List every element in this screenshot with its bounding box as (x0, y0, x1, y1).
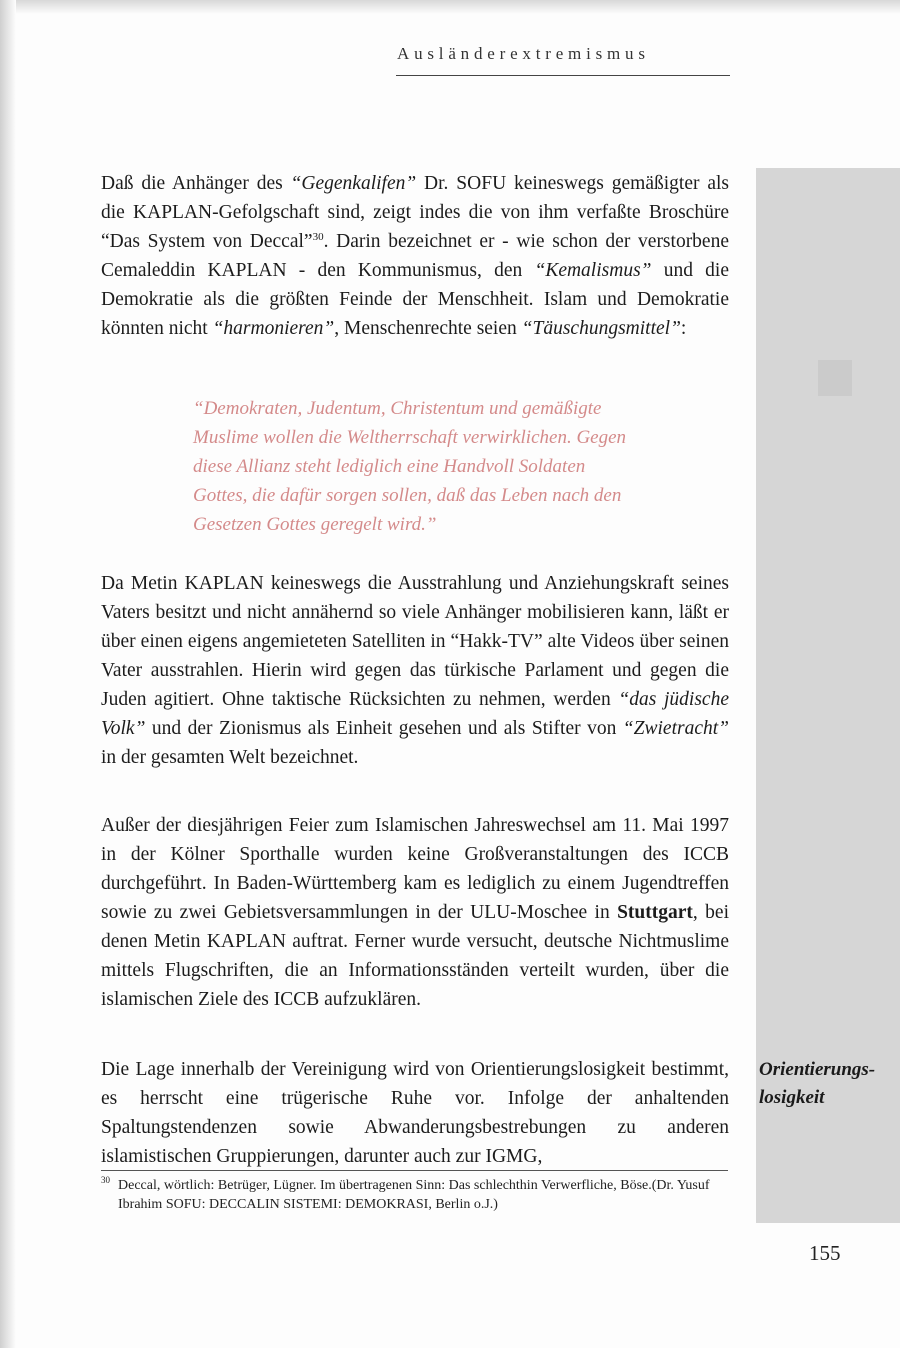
footnote-text: Deccal, wörtlich: Betrüger, Lügner. Im übertragenen Sinn: Das schlechthin Verwerfliche, Böse.(Dr. Yusuf Ibrahim SOFU: DECCALIN SISTEMI: DEMOKRASI, Berlin o.J.) (118, 1178, 710, 1212)
paragraph-2: Da Metin KAPLAN keineswegs die Ausstrahlung und Anziehungskraft seines Vaters besitzt und nicht annähernd so viele Anhänger mobilisieren kann, läßt er über einen eigens angemieteten Satelliten in “Hakk-TV” alte Videos über seinen Vater ausstrahlen. Hierin wird gegen das türkische Parlament und gegen die Juden agitiert. Ohne taktische Rücksichten zu nehmen, werden “das jüdische Volk” und der Zionismus als Einheit gesehen und als Stifter von “Zwietracht” in der gesamten Welt bezeichnet. (101, 573, 729, 768)
marginal-note-line-2: losigkeit (759, 1087, 825, 1108)
marginal-note-line-1: Orientierungs- (759, 1059, 876, 1080)
footnote: 30 Deccal, wörtlich: Betrüger, Lügner. Im übertragenen Sinn: Das schlechthin Verwerfliche, Böse.(Dr. Yusuf Ibrahim SOFU: DECCALIN SISTEMI: DEMOKRASI, Berlin o.J.) (101, 1176, 729, 1214)
footnote-rule (101, 1170, 728, 1171)
marginal-note (759, 1056, 875, 1112)
footnote-reference[interactable]: 30 (312, 231, 324, 243)
block-quote: “Demokraten, Judentum, Christentum und gemäßigte Muslime wollen die Weltherrschaft verwirklichen. Gegen diese Allianz steht lediglich eine Handvoll Soldaten Gottes, die dafür sorgen sollen, daß das Leben nach den Gesetzen Gottes geregelt wird.” (193, 398, 627, 535)
header-rule (396, 75, 730, 76)
running-header: Ausländerextremismus (397, 44, 650, 63)
page-number: 155 (809, 1241, 841, 1265)
scan-top-edge (0, 0, 900, 14)
paragraph-3: Außer der diesjährigen Feier zum Islamischen Jahreswechsel am 11. Mai 1997 in der Kölner Sporthalle wurden keine Großveranstaltungen des ICCB durchgeführt. In Baden-Württemberg kam es lediglich zu einem Jugendtreffen sowie zu zwei Gebietsversammlungen in der ULU-Moschee in Stuttgart, bei denen Metin KAPLAN auftrat. Ferner wurde versucht, deutsche Nichtmuslime mittels Flugschriften, die an Informationsständen verteilt wurden, über die islamischen Ziele des ICCB aufzuklären. (101, 815, 729, 1010)
scan-left-edge (0, 0, 16, 1348)
paragraph-1: Daß die Anhänger des “Gegenkalifen” Dr. SOFU keineswegs gemäßigter als die KAPLAN-Gefolgschaft sind, zeigt indes die von ihm verfaßte Broschüre “Das System von Deccal”$^{30}$. Darin bezeichnet er - wie schon der verstorbene Cemaleddin KAPLAN - den Kommunismus, den “Kemalismus” und die Demokratie als die größten Feinde der Menschheit. Islam und Demokratie könnten nicht “harmonieren”, Menschenrechte seien “Täuschungsmittel”: (101, 173, 730, 339)
paragraph-4: Die Lage innerhalb der Vereinigung wird von Orientierungslosigkeit bestimmt, es herrscht eine trügerische Ruhe vor. Infolge der anhaltenden Spaltungstendenzen sowie Abwanderungsbestrebungen zu anderen islamistischen Gruppierungen, darunter auch zur IGMG, (101, 1059, 729, 1167)
margin-band-mark (818, 360, 852, 396)
